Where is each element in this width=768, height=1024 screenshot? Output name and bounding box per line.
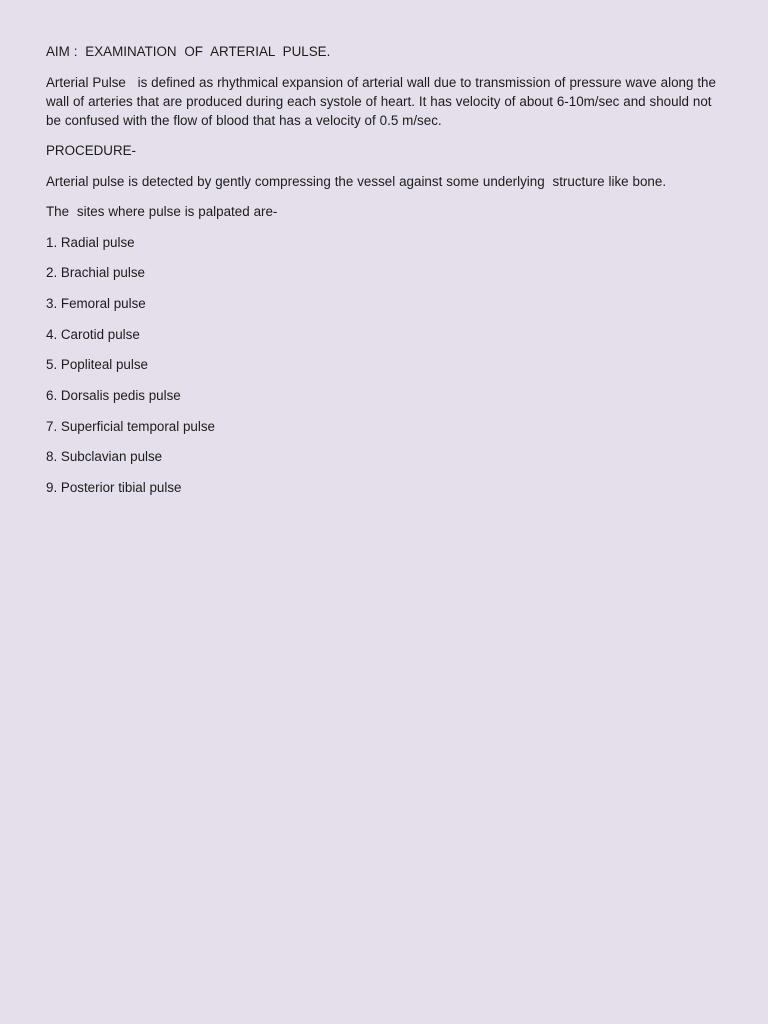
list-item: 8. Subclavian pulse xyxy=(46,449,163,465)
list-item: 9. Posterior tibial pulse xyxy=(46,480,182,495)
list-item: 2. Brachial pulse xyxy=(46,265,145,281)
sites-intro: The sites where pulse is palpated are- xyxy=(46,204,278,219)
definition-paragraph: Arterial Pulse is defined as rhythmical expansion of arterial wall due to transmission of pressure wave along the wall of arteries that are produced during each systole of heart. It has velocity of about 6-10m/sec and should not be confused with the flow of blood that has a velocity of 0.5 m/sec. xyxy=(46,74,720,128)
procedure-text: Arterial pulse is detected by gently compressing the vessel against some underlying structure like bone. xyxy=(46,173,667,189)
list-item: 5. Popliteal pulse xyxy=(46,357,148,373)
procedure-heading: PROCEDURE- xyxy=(46,143,137,158)
list-item: 7. Superficial temporal pulse xyxy=(46,418,215,434)
list-item: 3. Femoral pulse xyxy=(46,295,146,311)
list-item: 1. Radial pulse xyxy=(46,234,135,250)
list-item: 4. Carotid pulse xyxy=(46,326,140,342)
pulse-sites-list xyxy=(46,233,722,498)
aim-heading: AIM : EXAMINATION OF ARTERIAL PULSE. xyxy=(46,44,331,59)
list-item: 6. Dorsalis pedis pulse xyxy=(46,387,181,403)
